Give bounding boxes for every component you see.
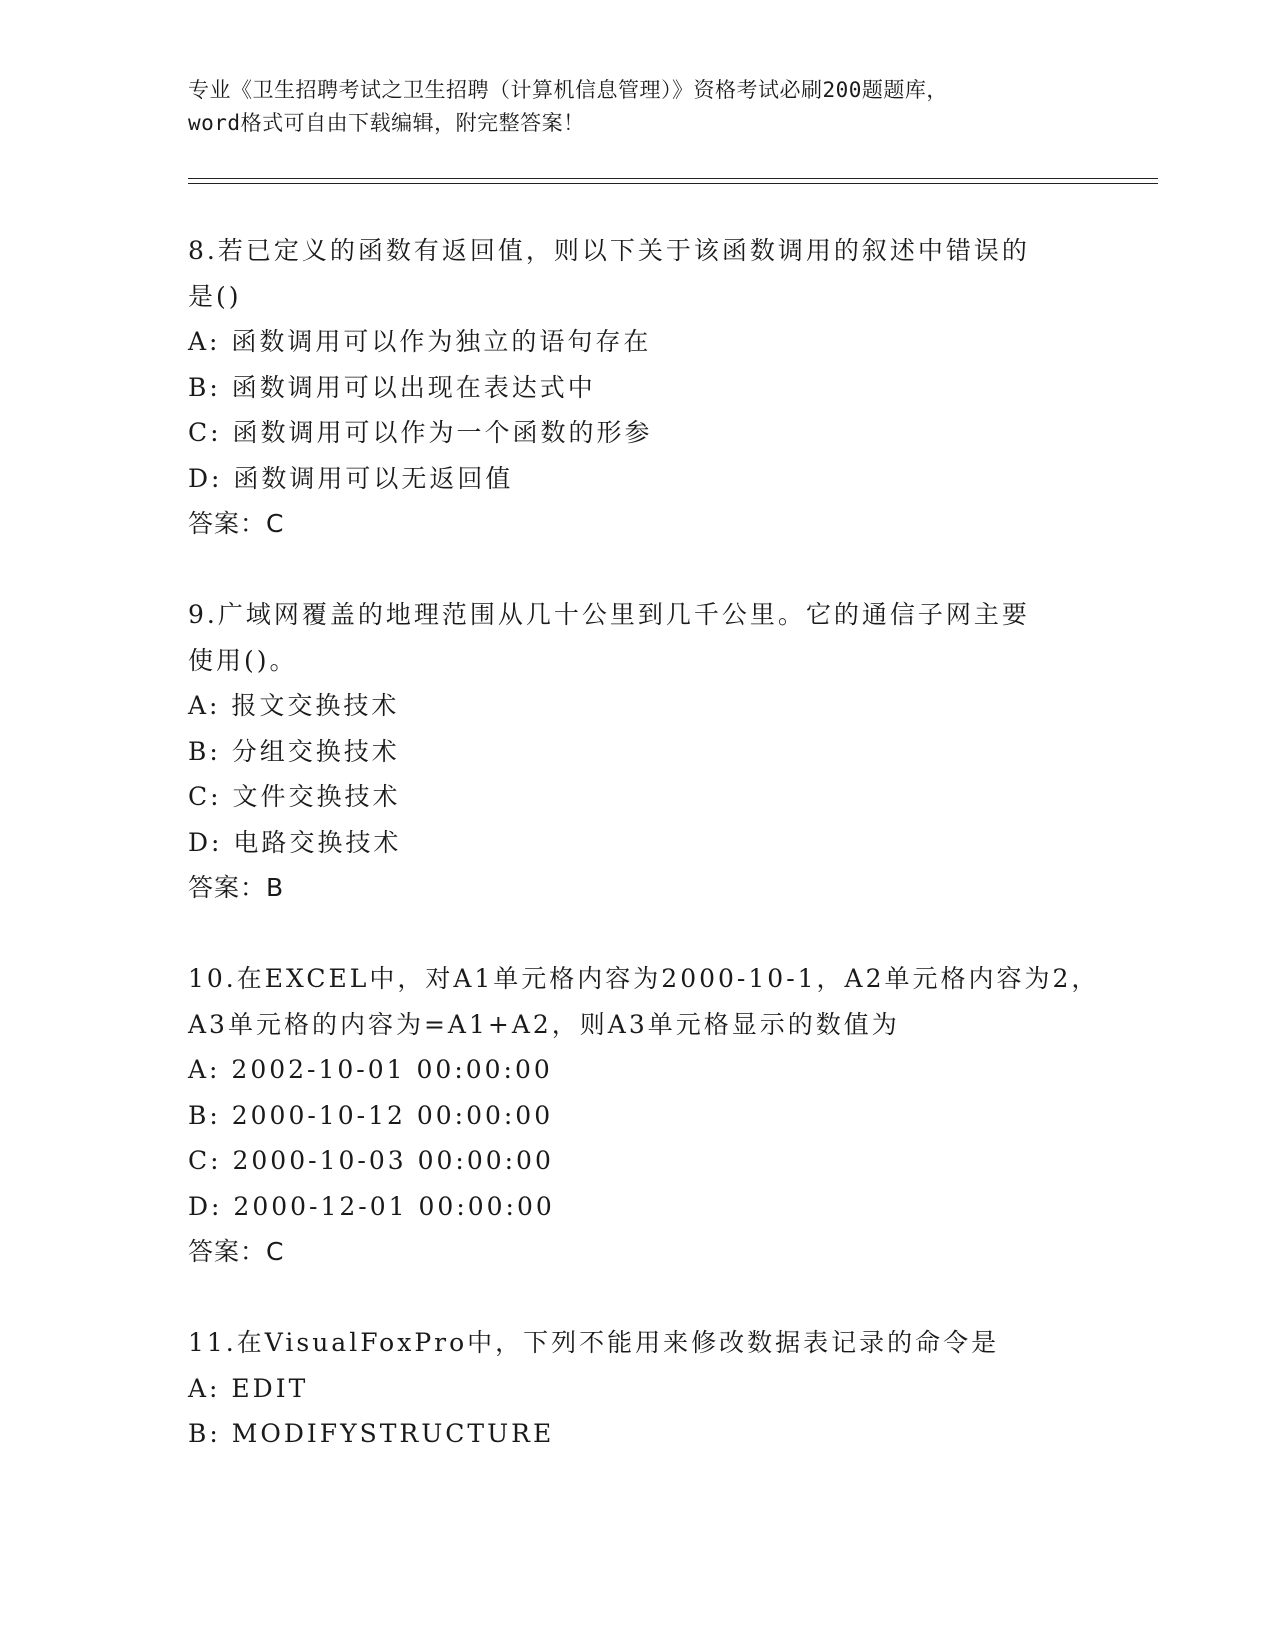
question-stem-line: 9.广域网覆盖的地理范围从几十公里到几千公里。它的通信子网主要 — [188, 600, 1030, 629]
question-8 — [188, 228, 1088, 547]
header-line-1: 专业《卫生招聘考试之卫生招聘（计算机信息管理）》资格考试必刷200题题库， — [188, 78, 948, 102]
option-b: B: 函数调用可以出现在表达式中 — [188, 372, 596, 402]
question-stem-line: 使用()。 — [188, 645, 298, 675]
option-b: B: MODIFYSTRUCTURE — [188, 1419, 555, 1448]
option-d: D: 电路交换技术 — [188, 827, 402, 857]
option-a: A: 函数调用可以作为独立的语句存在 — [188, 327, 652, 356]
option-d: D: 2000-12-01 00:00:00 — [188, 1191, 555, 1221]
spacer — [188, 1275, 1088, 1321]
question-9 — [188, 592, 1088, 911]
question-stem-line: 11.在VisualFoxPro中，下列不能用来修改数据表记录的命令是 — [188, 1328, 1000, 1357]
header-line-2: word格式可自由下载编辑，附完整答案！ — [188, 111, 585, 135]
question-stem-line: A3单元格的内容为=A1+A2，则A3单元格显示的数值为 — [188, 1009, 900, 1039]
option-b: B: 2000-10-12 00:00:00 — [188, 1100, 554, 1130]
option-a: A: 报文交换技术 — [188, 691, 400, 720]
option-c: C: 2000-10-03 00:00:00 — [188, 1146, 554, 1175]
option-b: B: 分组交换技术 — [188, 736, 400, 766]
spacer — [188, 547, 1088, 593]
header-divider-top — [188, 178, 1158, 179]
answer-text: 答案：B — [188, 873, 285, 902]
option-a: A: EDIT — [188, 1373, 309, 1403]
spacer — [188, 911, 1088, 957]
question-11 — [188, 1320, 1088, 1457]
question-stem-line: 8.若已定义的函数有返回值，则以下关于该函数调用的叙述中错误的 — [188, 236, 1030, 265]
question-10 — [188, 956, 1100, 1275]
option-a: A: 2002-10-01 00:00:00 — [188, 1055, 553, 1084]
answer-text: 答案：C — [188, 509, 285, 538]
option-c: C: 函数调用可以作为一个函数的形参 — [188, 418, 653, 447]
answer-text: 答案：C — [188, 1237, 285, 1266]
option-d: D: 函数调用可以无返回值 — [188, 463, 514, 493]
document-header — [188, 74, 1088, 140]
question-list — [188, 228, 1100, 1457]
header-divider-bottom — [188, 183, 1158, 184]
question-stem-line: 10.在EXCEL中，对A1单元格内容为2000-10-1，A2单元格内容为2， — [188, 964, 1100, 993]
question-stem-line: 是() — [188, 281, 242, 311]
option-c: C: 文件交换技术 — [188, 782, 401, 811]
